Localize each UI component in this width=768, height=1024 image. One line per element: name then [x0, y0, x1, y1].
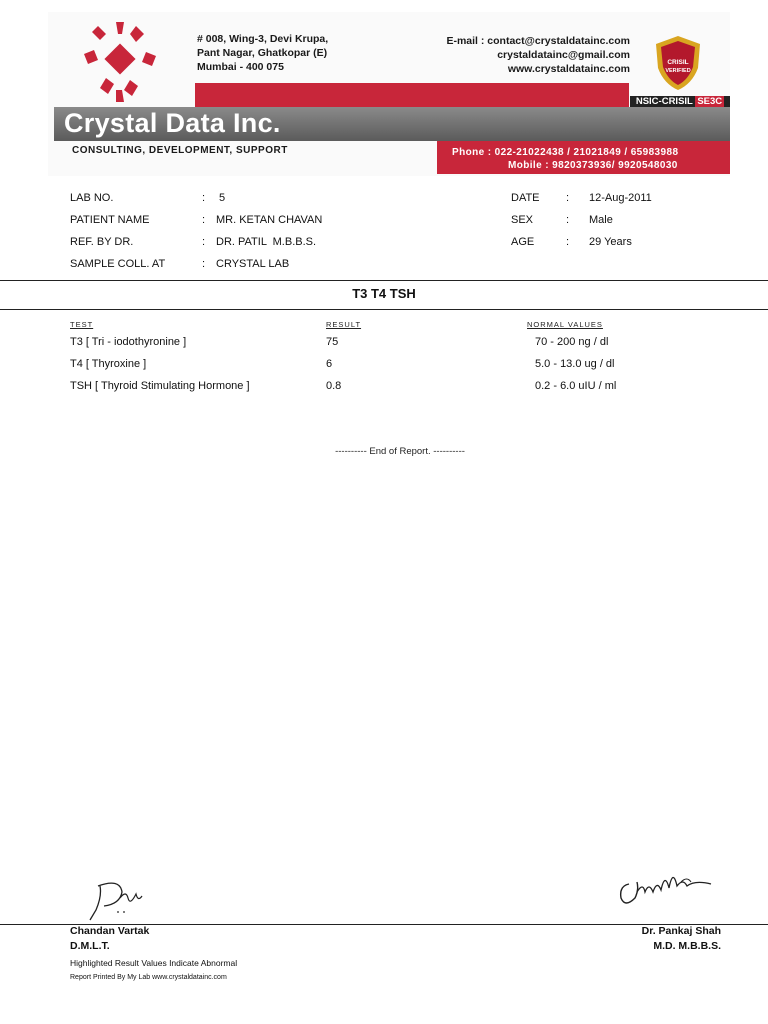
printed-by-note: Report Printed By My Lab www.crystaldatainc.com — [70, 974, 227, 981]
svg-text:VERIFIED: VERIFIED — [665, 68, 691, 74]
column-header-result: RESULT — [326, 320, 362, 329]
mobile-line: Mobile : 9820373936/ 9920548030 — [508, 160, 678, 171]
separator: : — [566, 214, 570, 226]
company-tagline: CONSULTING, DEVELOPMENT, SUPPORT — [72, 145, 288, 156]
test-name: T3 [ Tri - iodothyronine ] — [70, 336, 187, 348]
letterhead — [48, 12, 730, 176]
age-value: 29 Years — [589, 236, 632, 248]
test-result: 75 — [326, 336, 339, 348]
abnormal-note: Highlighted Result Values Indicate Abnormal — [70, 958, 238, 968]
technician-degree: D.M.L.T. — [70, 940, 110, 952]
lab-no-label: LAB NO. — [70, 192, 114, 204]
end-of-report: ---------- End of Report. ---------- — [335, 446, 465, 457]
certification-name: NSIC-CRISIL — [635, 96, 693, 107]
sample-location-value: CRYSTAL LAB — [216, 258, 290, 270]
test-name: T4 [ Thyroxine ] — [70, 358, 147, 370]
age-label: AGE — [511, 236, 535, 248]
date-value: 12-Aug-2011 — [589, 192, 652, 204]
crisil-verified-badge-icon — [652, 34, 704, 92]
doctor-degree: M.D. M.B.B.S. — [653, 940, 721, 952]
separator: : — [566, 192, 570, 204]
separator: : — [202, 192, 206, 204]
patient-name-label: PATIENT NAME — [70, 214, 150, 226]
test-result: 6 — [326, 358, 333, 370]
table-row — [0, 358, 768, 376]
column-header-normal-values: NORMAL VALUES — [527, 320, 603, 329]
sample-location-label: SAMPLE COLL. AT — [70, 258, 166, 270]
test-result: 0.8 — [326, 380, 342, 392]
phone-line: Phone : 022-21022438 / 21021849 / 65983988 — [452, 147, 679, 158]
separator: : — [202, 236, 206, 248]
company-address — [197, 32, 328, 74]
column-header-test: TEST — [70, 320, 94, 329]
svg-text:CRISIL: CRISIL — [667, 59, 689, 66]
company-contact — [446, 34, 630, 76]
separator: : — [202, 258, 206, 270]
address-line: Pant Nagar, Ghatkopar (E) — [197, 47, 328, 59]
company-logo-icon — [76, 20, 166, 104]
address-line: # 008, Wing-3, Devi Krupa, — [197, 33, 329, 45]
divider — [0, 309, 768, 310]
patient-name-value: MR. KETAN CHAVAN — [216, 214, 323, 226]
report-title: T3 T4 TSH — [352, 286, 416, 301]
company-name: Crystal Data Inc. — [64, 108, 281, 138]
sex-label: SEX — [511, 214, 534, 226]
lab-no-value: 5 — [219, 192, 226, 204]
sex-value: Male — [589, 214, 613, 226]
technician-signature-icon — [86, 876, 158, 922]
phone-numbers — [452, 146, 678, 172]
header-red-band — [195, 83, 629, 108]
email-line: crystaldatainc@gmail.com — [497, 49, 630, 61]
table-row — [0, 380, 768, 398]
doctor-name: Dr. Pankaj Shah — [641, 925, 721, 937]
technician-name: Chandan Vartak — [70, 925, 150, 937]
test-name: TSH [ Thyroid Stimulating Hormone ] — [70, 380, 250, 392]
ref-doctor-value: DR. PATIL M.B.B.S. — [216, 236, 317, 248]
divider — [0, 280, 768, 281]
normal-range: 5.0 - 13.0 ug / dl — [535, 358, 615, 370]
normal-range: 70 - 200 ng / dl — [535, 336, 609, 348]
table-row — [0, 336, 768, 354]
certification-grade: SE3C — [697, 96, 723, 107]
doctor-signature-icon — [615, 862, 715, 912]
separator: : — [202, 214, 206, 226]
ref-doctor-label: REF. BY DR. — [70, 236, 134, 248]
normal-range: 0.2 - 6.0 uIU / ml — [535, 380, 617, 392]
address-line: Mumbai - 400 075 — [197, 61, 284, 73]
date-label: DATE — [511, 192, 540, 204]
email-line: E-mail : contact@crystaldatainc.com — [446, 35, 630, 47]
website-line: www.crystaldatainc.com — [507, 63, 630, 75]
separator: : — [566, 236, 570, 248]
